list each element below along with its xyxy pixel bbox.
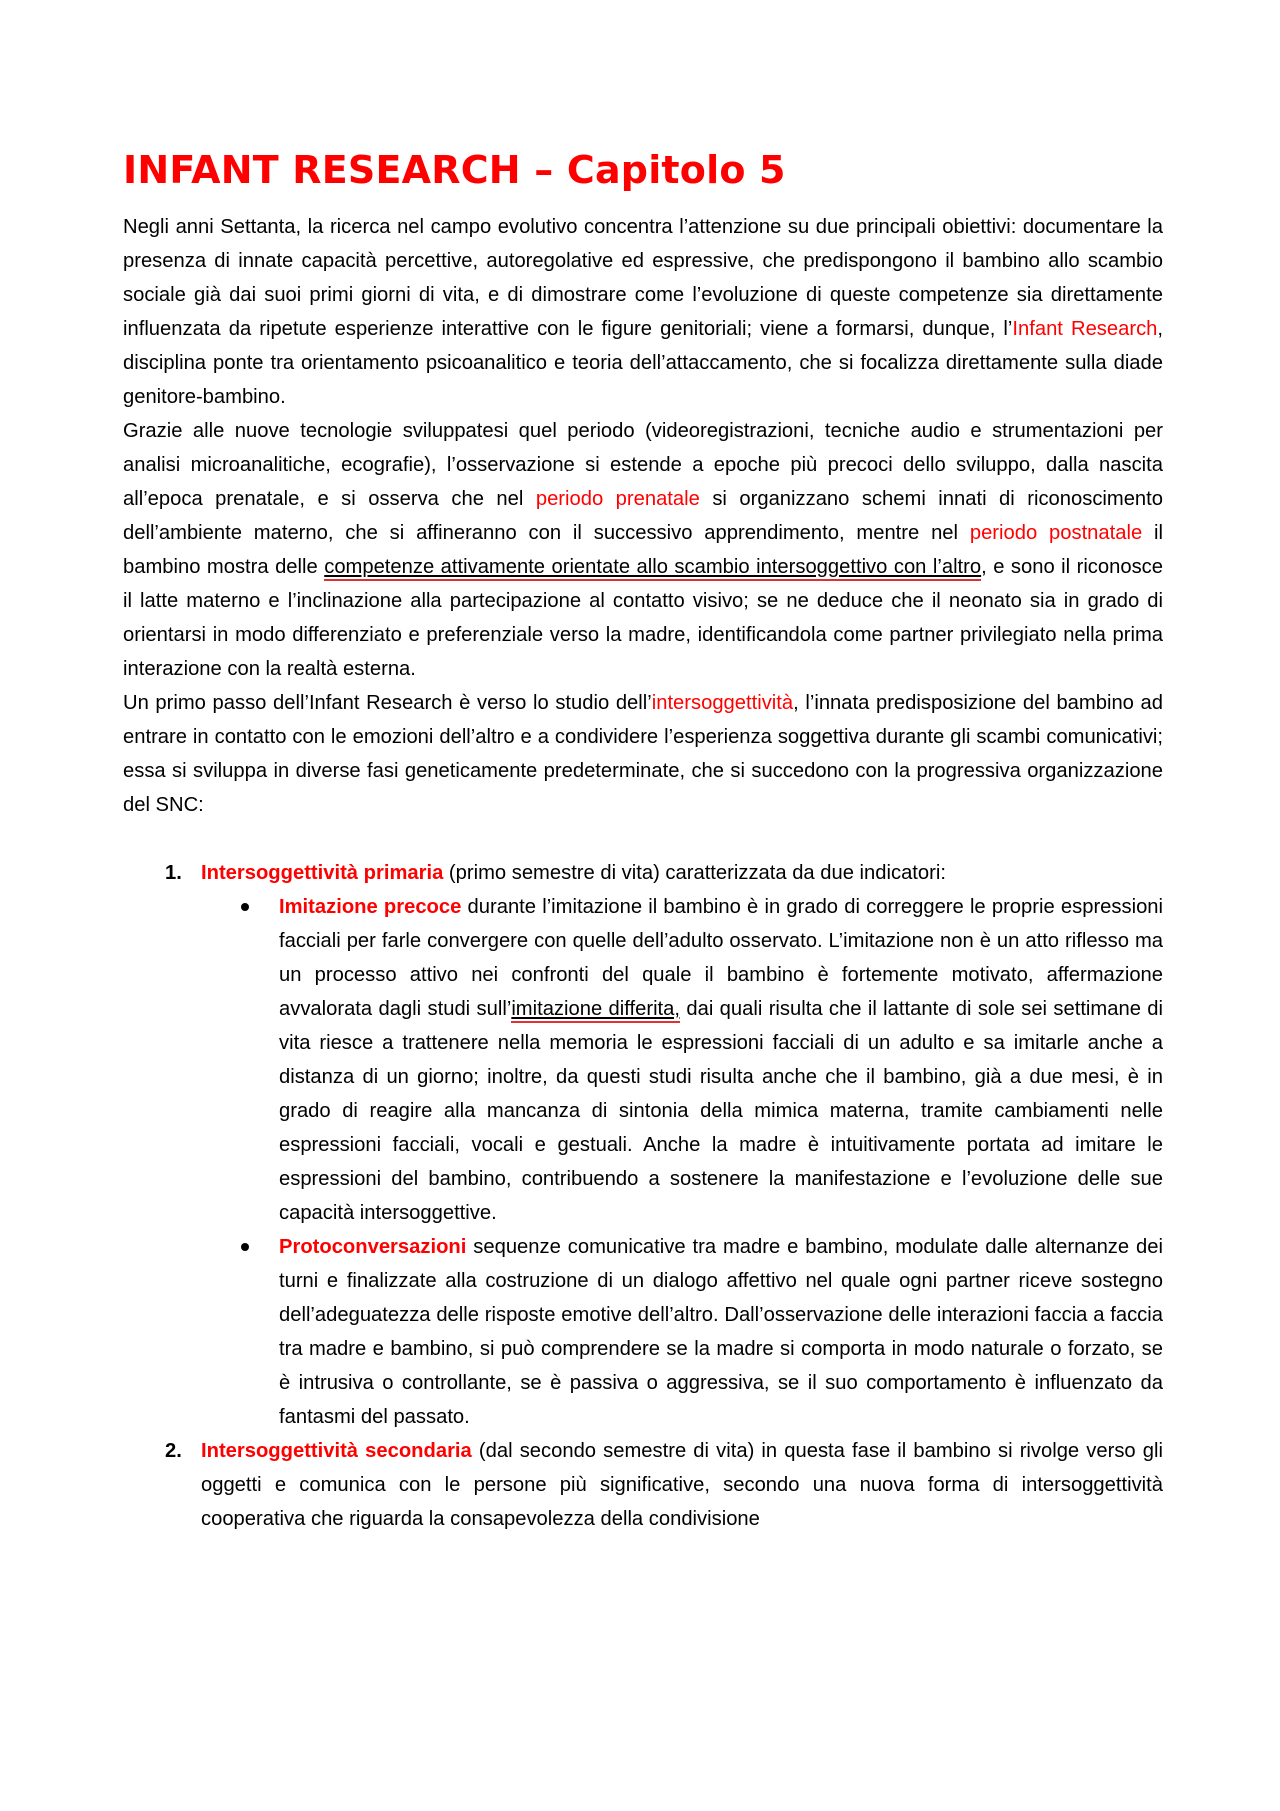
text-segment: (primo semestre di vita) caratterizzata da due indicatori:: [443, 862, 946, 884]
highlight-infant-research: Infant Research: [1012, 318, 1158, 340]
text-segment: sequenze comunicative tra madre e bambino, modulate dalle alternanze dei turni e finalizzate alla costruzione di un dialogo affettivo nel quale ogni partner riceve sostegno dell’adeguatezza delle risposte emotive dell’altro. Dall’osservazione delle interazioni faccia a faccia tra madre e bambino, si può comprendere se la madre si comporta in modo naturale o forzato, se è intrusiva o controllante, se è passiva o aggressiva, se il suo comportamento è influenzato da fantasmi del passato.: [279, 1236, 1163, 1428]
bullet-text: [279, 1230, 1163, 1434]
highlight-intersoggettivita: intersoggettività: [651, 692, 794, 714]
paragraph-technologies: [123, 414, 1163, 686]
text-segment: durante l’imitazione il bambino è in grado di correggere le proprie espressioni facciali per farle convergere con quelle dell’adulto osservato. L’imitazione non è un atto riflesso ma un processo attivo nei confronti del quale il bambino è fortemente motivato, affermazione avvalorata dagli studi sull’: [279, 896, 1164, 1020]
list-item-text: [201, 856, 1163, 890]
list-heading: Intersoggettività primaria: [201, 862, 444, 884]
highlight-periodo-postnatale: periodo postnatale: [969, 522, 1143, 544]
bullet-list: [201, 890, 1163, 1434]
list-item-secondaria: [123, 1434, 1163, 1536]
highlight-periodo-prenatale: periodo prenatale: [535, 488, 700, 510]
text-segment: , disciplina ponte tra orientamento psicoanalitico e teoria dell’attaccamento, che si focalizza direttamente sulla diade genitore-bambino.: [123, 318, 1163, 408]
page-title: INFANT RESEARCH – Capitolo 5: [123, 148, 786, 192]
text-segment: , e sono il riconosce il latte materno e l’inclinazione alla partecipazione al contatto visivo; se ne deduce che il neonato sia in grado di orientarsi in modo differenziato e preferenziale verso la madre, identificandola come partner privilegiato nella prima interazione con la realtà esterna.: [123, 556, 1163, 680]
paragraph-intersoggettivita: [123, 686, 1163, 822]
bullet-text: [279, 890, 1163, 1230]
paragraph-intro: [123, 210, 1163, 414]
underlined-competenze: competenze attivamente orientate allo scambio intersoggettivo con l’altro: [324, 556, 981, 581]
text-segment: Un primo passo dell’Infant Research è verso lo studio dell’: [123, 692, 652, 714]
text-segment: (dal secondo semestre di vita) in questa fase il bambino si rivolge verso gli oggetti e comunica con le persone più significative, secondo una nuova forma di intersoggettività cooperativa che riguarda la consapevolezza della condivisione: [201, 1440, 1163, 1530]
text-segment: il bambino mostra delle: [123, 522, 1163, 578]
text-segment: Negli anni Settanta, la ricerca nel campo evolutivo concentra l’attenzione su due principali obiettivi: documentare la presenza di innate capacità percettive, autoregolative ed espressive, che predispongono il bambino allo scambio sociale già dai suoi primi giorni di vita, e di dimostrare come l’evoluzione di queste competenze sia direttamente influenzata da ripetute esperienze interattive con le figure genitoriali; viene a formarsi, dunque, l’: [123, 216, 1163, 340]
text-segment: Grazie alle nuove tecnologie sviluppatesi quel periodo (videoregistrazioni, tecniche audio e strumentazioni per analisi microanalitiche, ecografie), l’osservazione si estende a epoche più precoci dello sviluppo, dalla nascita all’epoca prenatale, e si osserva che nel: [123, 420, 1163, 510]
bullet-item-protoconversazioni: [201, 1230, 1163, 1434]
numbered-list: [123, 856, 1163, 1536]
bullet-icon: [241, 903, 249, 911]
list-number: 1.: [165, 862, 182, 884]
bullet-item-imitazione: [201, 890, 1163, 1230]
list-heading: Intersoggettività secondaria: [201, 1440, 472, 1462]
text-segment: si organizzano schemi innati di riconoscimento dell’ambiente materno, che si affineranno con il successivo apprendimento, mentre nel: [123, 488, 1163, 544]
list-item-text: [201, 1434, 1163, 1536]
document-page: [123, 148, 1163, 1536]
list-number: 2.: [165, 1440, 182, 1462]
spacer: [123, 822, 1163, 856]
bullet-heading: Protoconversazioni: [279, 1236, 467, 1258]
bullet-icon: [241, 1243, 249, 1251]
text-segment: , l’innata predisposizione del bambino ad entrare in contatto con le emozioni dell’altro e a condividere l’esperienza soggettiva durante gli scambi comunicativi; essa si sviluppa in diverse fasi geneticamente predeterminate, che si succedono con la progressiva organizzazione del SNC:: [123, 692, 1163, 816]
underlined-imitazione-differita: imitazione differita,: [511, 998, 680, 1023]
text-segment: dai quali risulta che il lattante di sole sei settimane di vita riesce a trattenere nella memoria le espressioni facciali di un adulto e sa imitarle anche a distanza di un giorno; inoltre, da questi studi risulta anche che il bambino, già a due mesi, è in grado di reagire alla mancanza di sintonia della mimica materna, tramite cambiamenti nelle espressioni facciali, vocali e gestuali. Anche la madre è intuitivamente portata ad imitare le espressioni del bambino, contribuendo a sostenere la manifestazione e l’evoluzione delle sue capacità intersoggettive.: [279, 998, 1163, 1224]
bullet-heading: Imitazione precoce: [279, 896, 462, 918]
list-item-primaria: [123, 856, 1163, 1434]
